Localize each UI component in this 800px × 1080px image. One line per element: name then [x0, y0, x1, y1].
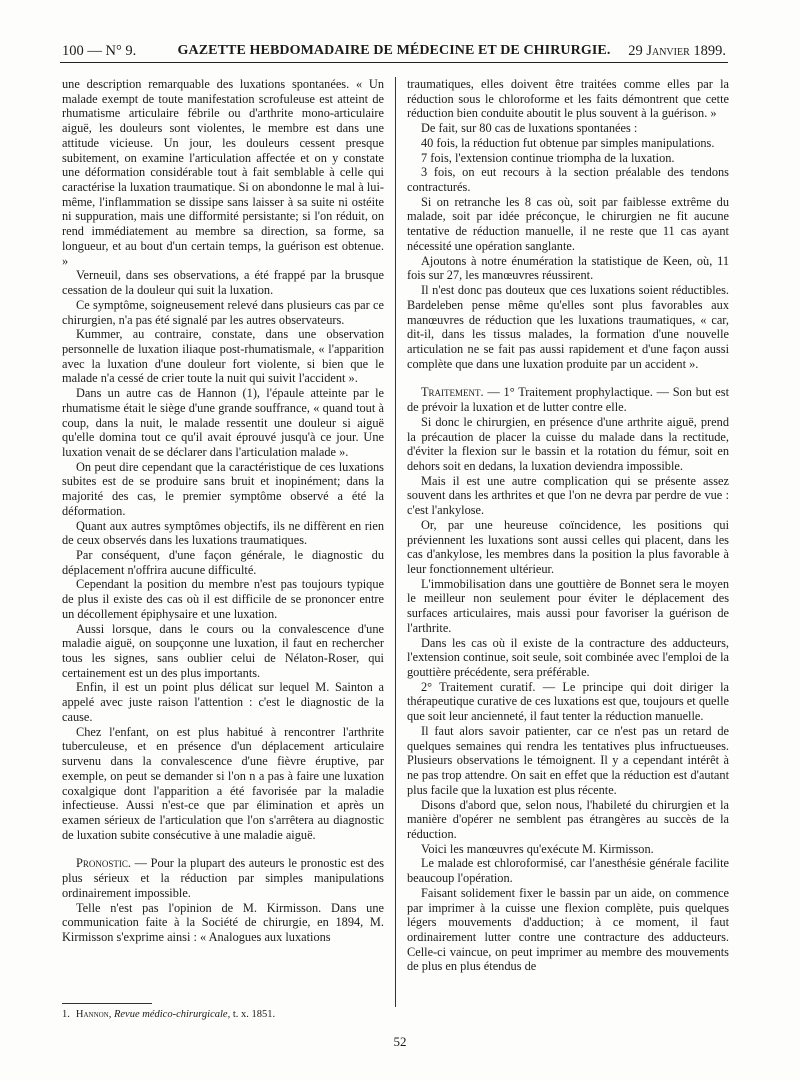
paragraph	[62, 725, 384, 843]
paragraph	[62, 901, 384, 945]
paragraph-text: — 1° Traitement prophylactique. — Son but est de prévoir la luxation et de lutter contre elle.	[407, 385, 729, 415]
paragraph-text: Ajoutons à notre énumération la statistique de Keen, où, 11 fois sur 27, les manœuvres réussirent.	[407, 253, 729, 283]
paragraph-text: traumatiques, elles doivent être traitées comme elles par la réduction sous le chloroforme et les faits démontrent que cette réduction bien conduite aboutit le plus souvent à la guérison. »	[407, 77, 729, 121]
paragraph-text: 2° Traitement curatif. — Le principe qui doit diriger la thérapeutique curative de ces luxations est que, toujours et quelle que soit leur ancienneté, il faut tenter la réduction manuelle.	[407, 679, 729, 724]
paragraph	[407, 856, 729, 885]
paragraph	[407, 680, 729, 724]
paragraph-text: Dans un autre cas de Hannon (1), l'épaule atteinte par le rhumatisme était le siège d'une grande souffrance, « quand tout à coup, dans la nuit, le malade ressentit une douleur si aiguë qu'elle domina tout ce qu'il avait éprouvé jusqu'à ce jour. Une luxation venait de se déclarer dans l'articulation malade ».	[62, 386, 384, 459]
paragraph	[62, 268, 384, 297]
paragraph	[407, 415, 729, 474]
paragraph	[407, 518, 729, 577]
paragraph	[407, 121, 729, 136]
paragraph	[407, 77, 729, 121]
paragraph	[407, 886, 729, 974]
paragraph-text: Il faut alors savoir patienter, car ce n'est pas un retard de quelques semaines qui rendra les tentatives plus infructueuses. Plusieurs observations le témoignent. Il y a cependant intérêt à ne pas trop attendre. On sait en effet que la réduction est d'autant plus facile que la luxation est plus récente.	[407, 723, 729, 797]
paragraph-text: Chez l'enfant, on est plus habitué à rencontrer l'arthrite tuberculeuse, et en présence d'un déplacement articulaire survenu dans la convalescence d'une fièvre éruptive, par exemple, on peut se demander si l'on n a pas à faire une luxation coxalgique dont l'apparition a été favorisée par la maladie infectieuse. Aussi n'est-ce que par élimination et après un examen sérieux de l'articulation que l'on s'arrêtera au diagnostic de luxation subite consécutive à une maladie aiguë.	[62, 724, 384, 842]
paragraph-text: Faisant solidement fixer le bassin par un aide, on commence par imprimer à la cuisse une flexion complète, puis quelques légers mouvements d'adduction; à ce moment, il faut ordinairement lutter contre une contracture des adducteurs. Celle-ci vaincue, on peut imprimer au membre des mouvements de plus en plus étendus de	[407, 885, 729, 974]
paragraph-text: Or, par une heureuse coïncidence, les positions qui préviennent les luxations sont aussi celles qui placent, dans les cas d'ankylose, les membres dans la position la plus favorable à leur fonctionnement ultérieur.	[407, 517, 729, 576]
footnote-divider	[62, 1003, 152, 1004]
paragraph-text: Quant aux autres symptômes objectifs, ils ne diffèrent en rien de ceux observés dans les luxations traumatiques.	[62, 518, 384, 548]
paragraph-text: Voici les manœuvres qu'exécute M. Kirmisson.	[421, 841, 654, 856]
footnote-ref: t. x. 1851.	[232, 1009, 276, 1020]
paragraph	[62, 622, 384, 681]
paragraph-text: Cependant la position du membre n'est pas toujours typique de plus il existe des cas où il est difficile de se prononcer entre un décollement épiphysaire et une luxation.	[62, 577, 384, 621]
paragraph	[407, 195, 729, 254]
paragraph-text: Aussi lorsque, dans le cours ou la convalescence d'une maladie aiguë, on soupçonne une luxation, il faut en rechercher tous les signes, sans oublier celui de Nélaton-Roser, qui certainement est un des plus importants.	[62, 621, 384, 680]
paragraph-text: L'immobilisation dans une gouttière de Bonnet sera le moyen le meilleur non seulement pour éviter le déplacement des surfaces articulaires, mais aussi pour favoriser la guérison de l'arthrite.	[407, 576, 729, 635]
paragraph	[407, 385, 729, 414]
paragraph-text: Le malade est chloroformisé, car l'anesthésie générale facilite beaucoup l'opération.	[407, 856, 729, 886]
header-journal-title: GAZETTE HEBDOMADAIRE DE MÉDECINE ET DE CHIRURGIE.	[177, 43, 611, 58]
paragraph	[62, 460, 384, 519]
paragraph-text: Ce symptôme, soigneusement relevé dans plusieurs cas par ce chirurgien, n'a pas été signalé par les autres observateurs.	[62, 297, 384, 327]
paragraph-text: Dans les cas où il existe de la contracture des adducteurs, l'extension continue, soit seule, soit combinée avec l'emploi de la gouttière précédente, sera préférable.	[407, 635, 729, 680]
paragraph-text: Si on retranche les 8 cas où, soit par faiblesse extrême du malade, soit par idée préconçue, le chirurgien ne fit aucune tentative de réduction manuelle, il ne reste que 11 cas ayant nécessité une opération sanglante.	[407, 194, 729, 253]
paragraph	[407, 724, 729, 798]
paragraph-text: Telle n'est pas l'opinion de M. Kirmisson. Dans une communication faite à la Société de chirurgie, en 1894, M. Kirmisson s'exprime ainsi : « Analogues aux luxations	[62, 900, 384, 944]
paragraph-text: 7 fois, l'extension continue triompha de la luxation.	[421, 150, 675, 165]
header-page-issue: 100 — N° 9.	[62, 43, 137, 59]
paragraph	[407, 136, 729, 151]
paragraph-text: Il n'est donc pas douteux que ces luxations soient réductibles. Bardeleben pense même qu'elles sont plus favorables aux manœuvres de réduction que les luxations traumatiques, « car, dit-il, dans les tissus malades, la formation d'une nouvelle articulation ne se fait pas aussi rapidement et d'une façon aussi complète que dans une luxation produite par un accident ».	[407, 283, 729, 371]
footnote-journal: Revue médico-chirurgicale,	[113, 1009, 231, 1020]
paragraph-text: Enfin, il est un point plus délicat sur lequel M. Sainton a appelé avec juste raison l'attention : c'est le diagnostic de la cause.	[62, 680, 384, 724]
header-date: 29 Janvier 1899.	[628, 43, 726, 59]
paragraph	[62, 519, 384, 548]
paragraph-text: une description remarquable des luxations spontanées. « Un malade exempt de toute manifestation scrofuleuse est atteint de rhumatisme articulaire fébrile ou d'arthrite mono-articulaire aiguë, les douleurs sont violentes, le membre est dans une attitude vicieuse. Un jour, les douleurs cessent presque subitement, on examine l'articulation affectée et on y constate une déformation considérable tout à fait semblable à celle qui caractérise la luxation traumatique. Si on abondonne le mal à lui-même, l'inflammation se dissipe sans laisser à sa suite ni ostéite ni suppuration, mais une difformité persistante; si l'on réduit, on rend immédiatement au membre sa direction, sa forme, sa longueur, et au bout d'un certain temps, la guérison est obtenue. »	[62, 77, 384, 268]
paragraph	[407, 636, 729, 680]
paragraph	[62, 298, 384, 327]
paragraph-text: — Pour la plupart des auteurs le pronostic est des plus sérieux et la réduction par simples manipulations ordinairement impossible.	[62, 856, 384, 900]
paragraph	[407, 798, 729, 842]
section-heading: Pronostic.	[76, 856, 131, 871]
paragraph	[62, 327, 384, 386]
paragraph-text: 40 fois, la réduction fut obtenue par simples manipulations.	[421, 135, 715, 150]
page-number: 52	[393, 1034, 407, 1049]
paragraph-text: De fait, sur 80 cas de luxations spontanées :	[421, 121, 638, 136]
right-column	[407, 77, 729, 974]
paragraph-text: Par conséquent, d'une façon générale, le diagnostic du déplacement n'offrira aucune difficulté.	[62, 548, 384, 577]
paragraph	[62, 548, 384, 577]
paragraph	[62, 386, 384, 460]
paragraph	[62, 77, 384, 268]
paragraph	[62, 680, 384, 724]
paragraph-text: 3 fois, on eut recours à la section préalable des tendons contracturés.	[407, 165, 729, 195]
paragraph-text: Mais il est une autre complication qui se présente assez souvent dans les arthrites et que l'on ne devra par perdre de vue : c'est l'ankylose.	[407, 473, 729, 518]
paragraph	[407, 165, 729, 194]
footnote: 1. Hannon, Revue médico-chirurgicale, t. x. 1851.	[62, 1009, 276, 1020]
paragraph	[407, 474, 729, 518]
paragraph-text: Verneuil, dans ses observations, a été frappé par la brusque cessation de la douleur qui suit la luxation.	[62, 268, 384, 298]
paragraph	[407, 151, 729, 166]
footnote-author: Hannon,	[75, 1009, 112, 1020]
left-column	[62, 77, 384, 945]
paragraph	[407, 254, 729, 283]
paragraph	[407, 283, 729, 371]
paragraph-text: Si donc le chirurgien, en présence d'une arthrite aiguë, prend la précaution de placer la cuisse du malade dans la rectitude, d'éviter la flexion sur le bassin et la rotation du fémur, soit en dehors soit en dedans, la luxation deviendra impossible.	[407, 414, 729, 473]
paragraph-text: Disons d'abord que, selon nous, l'habileté du chirurgien et la manière d'opérer ne semblent pas étrangères au succès de la réduction.	[407, 797, 729, 841]
paragraph-text: Kummer, au contraire, constate, dans une observation personnelle de luxation iliaque post-rhumatismale, « l'apparition avec la luxation d'une douleur fort violente, si bien que le malade n'a cessé de crier toute la nuit qui suivit l'accident ».	[62, 327, 384, 386]
paragraph	[407, 577, 729, 636]
section-heading: Traitement.	[421, 385, 484, 400]
paragraph	[62, 856, 384, 900]
column-divider	[395, 77, 396, 1007]
paragraph	[407, 842, 729, 857]
paragraph-text: On peut dire cependant que la caractéristique de ces luxations subites est de se produire sans bruit et inopinément; dans la majorité des cas, le premier symptôme observé a été la déformation.	[62, 459, 384, 518]
running-header	[60, 40, 728, 63]
paragraph	[62, 577, 384, 621]
